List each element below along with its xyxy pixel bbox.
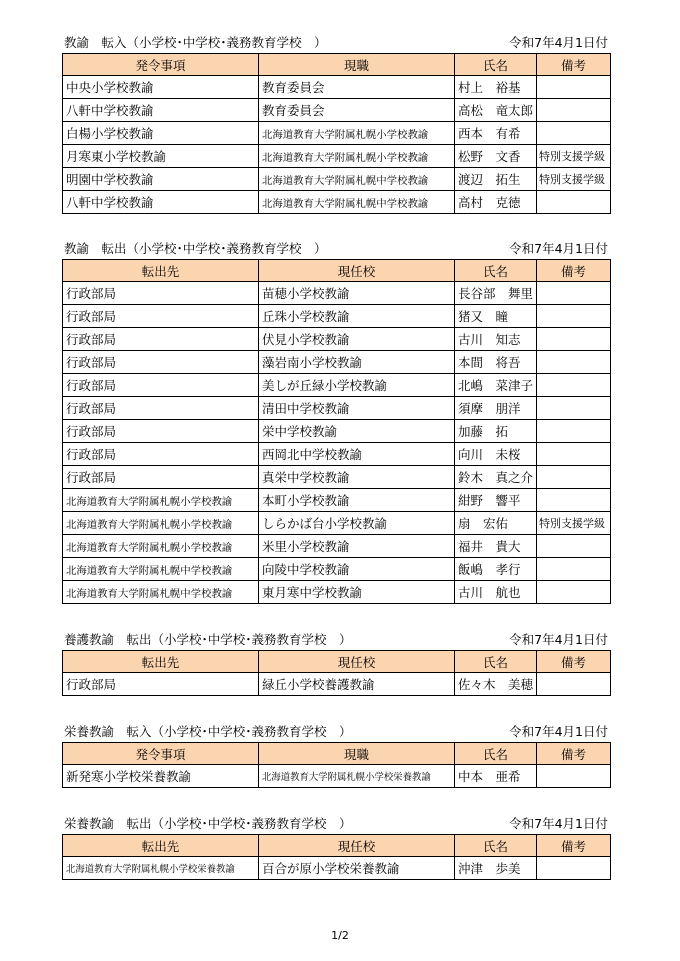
table-row: [63, 122, 611, 145]
table-cell: [537, 581, 611, 604]
section-header: [62, 723, 610, 741]
column-header: 現任校: [259, 835, 455, 857]
table-cell: 真栄中学校教諭: [259, 466, 455, 489]
table-cell: 新発寒小学校栄養教諭: [63, 765, 259, 788]
table-header-row: [63, 743, 611, 765]
table-cell: 八軒中学校教諭: [63, 191, 259, 214]
column-header: 備考: [537, 54, 611, 76]
page-number: 1/2: [331, 929, 349, 942]
table-cell: 村上 裕基: [455, 76, 537, 99]
personnel-table: [62, 650, 611, 696]
table-cell: 北海道教育大学附属札幌小学校教諭: [63, 489, 259, 512]
section-nutrition-teacher-transfer-in: [62, 723, 610, 788]
column-header: 氏名: [455, 835, 537, 857]
table-cell: [537, 374, 611, 397]
table-cell: 猪又 瞳: [455, 305, 537, 328]
section-teacher-transfer-in: [62, 34, 610, 214]
section-header: [62, 815, 610, 833]
table-row: [63, 558, 611, 581]
section-header: [62, 34, 610, 52]
table-cell: [537, 99, 611, 122]
section-nurse-teacher-transfer-out: [62, 631, 610, 696]
table-row: [63, 535, 611, 558]
section-title: 栄養教諭 転入（小学校･中学校･義務教育学校 ）: [64, 724, 352, 739]
table-row: [63, 145, 611, 168]
table-header-row: [63, 835, 611, 857]
table-cell: 扇 宏佑: [455, 512, 537, 535]
table-row: [63, 351, 611, 374]
column-header: 転出先: [63, 651, 259, 673]
column-header: 転出先: [63, 260, 259, 282]
section-title: 養護教諭 転出（小学校･中学校･義務教育学校 ）: [64, 632, 352, 647]
table-cell: 本町小学校教諭: [259, 489, 455, 512]
table-cell: 松野 文香: [455, 145, 537, 168]
column-header: 氏名: [455, 54, 537, 76]
section-date: 令和7年4月1日付: [509, 35, 608, 50]
personnel-table: [62, 259, 611, 604]
column-header: 氏名: [455, 260, 537, 282]
table-cell: 特別支援学級: [537, 145, 611, 168]
table-cell: 古川 知志: [455, 328, 537, 351]
table-row: [63, 305, 611, 328]
table-cell: 沖津 歩美: [455, 857, 537, 880]
table-cell: [537, 673, 611, 696]
column-header: 備考: [537, 743, 611, 765]
table-cell: 教育委員会: [259, 99, 455, 122]
table-row: [63, 374, 611, 397]
table-cell: 北海道教育大学附属札幌小学校教諭: [63, 512, 259, 535]
table-row: [63, 512, 611, 535]
table-cell: 飯嶋 孝行: [455, 558, 537, 581]
column-header: 転出先: [63, 835, 259, 857]
personnel-table: [62, 742, 611, 788]
table-row: [63, 489, 611, 512]
table-cell: 米里小学校教諭: [259, 535, 455, 558]
table-cell: 紺野 響平: [455, 489, 537, 512]
table-cell: 北海道教育大学附属札幌小学校栄養教諭: [259, 765, 455, 788]
table-cell: 東月寒中学校教諭: [259, 581, 455, 604]
table-cell: [537, 122, 611, 145]
section-date: 令和7年4月1日付: [509, 241, 608, 256]
table-cell: [537, 535, 611, 558]
table-cell: 百合が原小学校栄養教諭: [259, 857, 455, 880]
table-row: [63, 99, 611, 122]
table-cell: [537, 191, 611, 214]
table-cell: 特別支援学級: [537, 168, 611, 191]
section-header: [62, 631, 610, 649]
column-header: 現任校: [259, 260, 455, 282]
table-cell: 行政部局: [63, 443, 259, 466]
section-date: 令和7年4月1日付: [509, 632, 608, 647]
table-cell: 月寒東小学校教諭: [63, 145, 259, 168]
table-row: [63, 420, 611, 443]
section-date: 令和7年4月1日付: [509, 724, 608, 739]
table-cell: 本間 将吾: [455, 351, 537, 374]
table-cell: 行政部局: [63, 351, 259, 374]
section-title: 教諭 転出（小学校･中学校･義務教育学校 ）: [64, 241, 327, 256]
table-cell: 中本 亜希: [455, 765, 537, 788]
table-cell: 行政部局: [63, 374, 259, 397]
table-cell: 行政部局: [63, 420, 259, 443]
table-row: [63, 328, 611, 351]
table-cell: 鈴木 真之介: [455, 466, 537, 489]
table-row: [63, 443, 611, 466]
table-cell: 福井 貴大: [455, 535, 537, 558]
table-row: [63, 191, 611, 214]
table-cell: 栄中学校教諭: [259, 420, 455, 443]
table-row: [63, 673, 611, 696]
table-row: [63, 168, 611, 191]
table-cell: 北海道教育大学附属札幌小学校教諭: [259, 122, 455, 145]
table-cell: 渡辺 拓生: [455, 168, 537, 191]
table-row: [63, 765, 611, 788]
table-cell: 中央小学校教諭: [63, 76, 259, 99]
table-cell: 八軒中学校教諭: [63, 99, 259, 122]
table-cell: 行政部局: [63, 466, 259, 489]
table-cell: 藻岩南小学校教諭: [259, 351, 455, 374]
table-cell: 向陵中学校教諭: [259, 558, 455, 581]
table-cell: 苗穂小学校教諭: [259, 282, 455, 305]
table-cell: 行政部局: [63, 305, 259, 328]
table-row: [63, 857, 611, 880]
column-header: 備考: [537, 651, 611, 673]
table-cell: [537, 420, 611, 443]
table-cell: [537, 857, 611, 880]
table-cell: 佐々木 美穂: [455, 673, 537, 696]
table-cell: 向川 未桜: [455, 443, 537, 466]
table-row: [63, 282, 611, 305]
table-cell: [537, 351, 611, 374]
table-row: [63, 466, 611, 489]
section-nutrition-teacher-transfer-out: [62, 815, 610, 880]
table-cell: 古川 航也: [455, 581, 537, 604]
column-header: 現職: [259, 54, 455, 76]
table-cell: [537, 489, 611, 512]
table-cell: 高村 克徳: [455, 191, 537, 214]
table-row: [63, 581, 611, 604]
table-cell: 行政部局: [63, 328, 259, 351]
table-cell: 北海道教育大学附属札幌中学校教諭: [259, 191, 455, 214]
section-title: 栄養教諭 転出（小学校･中学校･義務教育学校 ）: [64, 816, 352, 831]
section-teacher-transfer-out: [62, 240, 610, 604]
table-cell: 北海道教育大学附属札幌小学校教諭: [259, 145, 455, 168]
table-cell: 行政部局: [63, 397, 259, 420]
table-cell: 明園中学校教諭: [63, 168, 259, 191]
table-cell: 須摩 朋洋: [455, 397, 537, 420]
table-cell: 北海道教育大学附属札幌中学校教諭: [259, 168, 455, 191]
personnel-table: [62, 53, 611, 214]
column-header: 備考: [537, 835, 611, 857]
table-cell: 美しが丘緑小学校教諭: [259, 374, 455, 397]
table-cell: [537, 328, 611, 351]
table-cell: [537, 558, 611, 581]
table-cell: 北海道教育大学附属札幌小学校教諭: [63, 535, 259, 558]
table-cell: しらかば台小学校教諭: [259, 512, 455, 535]
table-cell: 丘珠小学校教諭: [259, 305, 455, 328]
table-cell: [537, 76, 611, 99]
table-cell: 特別支援学級: [537, 512, 611, 535]
table-header-row: [63, 54, 611, 76]
column-header: 発令事項: [63, 54, 259, 76]
table-header-row: [63, 651, 611, 673]
table-cell: 北海道教育大学附属札幌中学校教諭: [63, 558, 259, 581]
table-cell: 白楊小学校教諭: [63, 122, 259, 145]
table-cell: [537, 305, 611, 328]
table-cell: 伏見小学校教諭: [259, 328, 455, 351]
section-header: [62, 240, 610, 258]
table-cell: 行政部局: [63, 673, 259, 696]
table-cell: 加藤 拓: [455, 420, 537, 443]
table-cell: [537, 443, 611, 466]
table-cell: 緑丘小学校養護教諭: [259, 673, 455, 696]
table-cell: [537, 765, 611, 788]
table-cell: 北海道教育大学附属札幌中学校教諭: [63, 581, 259, 604]
table-cell: 教育委員会: [259, 76, 455, 99]
table-row: [63, 397, 611, 420]
column-header: 現任校: [259, 651, 455, 673]
column-header: 発令事項: [63, 743, 259, 765]
table-cell: 清田中学校教諭: [259, 397, 455, 420]
table-row: [63, 76, 611, 99]
table-cell: 行政部局: [63, 282, 259, 305]
table-cell: [537, 397, 611, 420]
table-cell: [537, 282, 611, 305]
table-cell: 北海道教育大学附属札幌小学校栄養教諭: [63, 857, 259, 880]
section-date: 令和7年4月1日付: [509, 816, 608, 831]
table-cell: [537, 466, 611, 489]
table-cell: 西本 有希: [455, 122, 537, 145]
table-cell: 長谷部 舞里: [455, 282, 537, 305]
table-cell: 高松 竜太郎: [455, 99, 537, 122]
section-title: 教諭 転入（小学校･中学校･義務教育学校 ）: [64, 35, 327, 50]
column-header: 氏名: [455, 651, 537, 673]
table-cell: 西岡北中学校教諭: [259, 443, 455, 466]
table-header-row: [63, 260, 611, 282]
column-header: 備考: [537, 260, 611, 282]
column-header: 現職: [259, 743, 455, 765]
column-header: 氏名: [455, 743, 537, 765]
personnel-table: [62, 834, 611, 880]
table-cell: 北嶋 菜津子: [455, 374, 537, 397]
